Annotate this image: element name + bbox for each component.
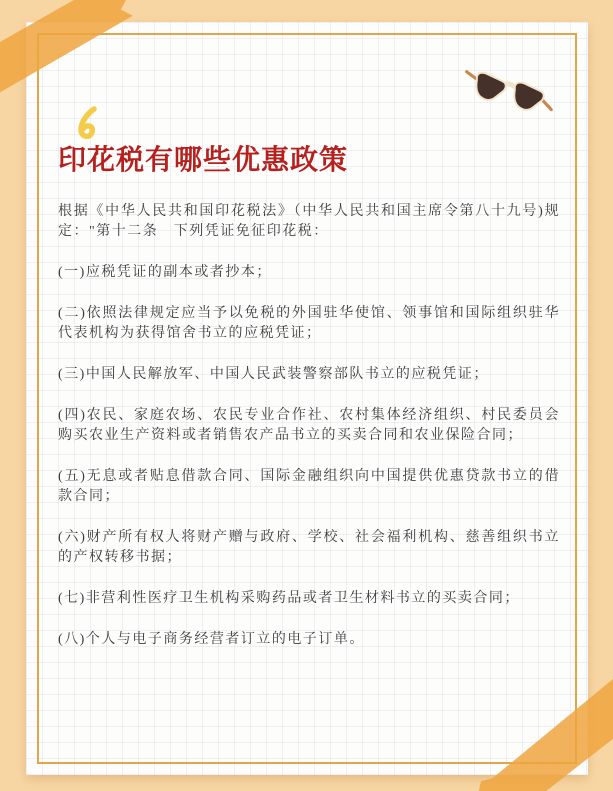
- grid-paper-card: [26, 22, 588, 775]
- policy-item-2: (二)依照法律规定应当予以免税的外国驻华使馆、领事馆和国际组织驻华代表机构为获得馆舍书立的应税凭证；: [58, 306, 560, 341]
- policy-item-3: (三)中国人民解放军、中国人民武装警察部队书立的应税凭证；: [58, 367, 489, 382]
- policy-item-8: (八)个人与电子商务经营者订立的电子订单。: [58, 632, 365, 647]
- card-content: [58, 144, 560, 671]
- policy-item-4: (四)农民、家庭农场、农民专业合作社、农村集体经济组织、村民委员会购买农业生产资料或者销售农产品书立的买卖合同和农业保险合同；: [58, 408, 560, 443]
- page-title: 印花税有哪些优惠政策: [58, 145, 349, 176]
- policy-item-1: (一)应税凭证的副本或者抄本；: [58, 265, 272, 280]
- policy-item-7: (七)非营利性医疗卫生机构采购药品或者卫生材料书立的买卖合同；: [58, 591, 520, 606]
- policy-item-6: (六)财产所有权人将财产赠与政府、学校、社会福利机构、慈善组织书立的产权转移书据；: [58, 530, 560, 565]
- intro-paragraph: 根据《中华人民共和国印花税法》（中华人民共和国主席令第八十九号)规定："第十二条 下列凭证免征印花税：: [58, 204, 560, 239]
- squiggle-icon: [73, 105, 99, 143]
- policy-item-5: (五)无息或者贴息借款合同、国际金融组织向中国提供优惠贷款书立的借款合同；: [58, 469, 560, 504]
